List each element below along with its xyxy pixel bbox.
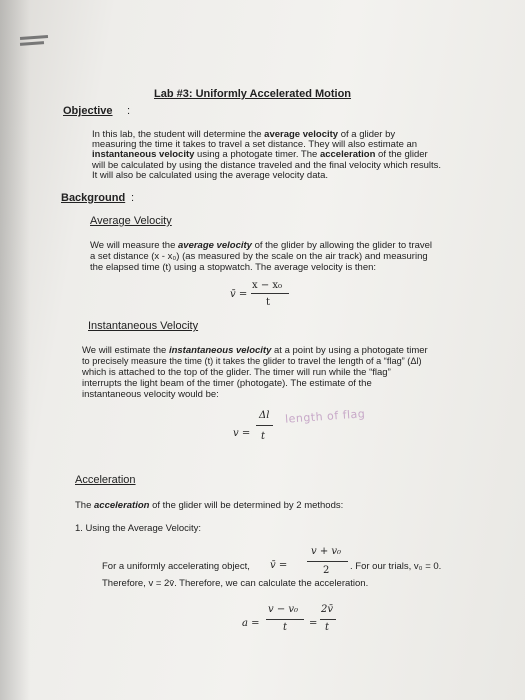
inst-eq-numerator: Δl: [259, 410, 270, 421]
accel-line-1: [75, 500, 343, 512]
accel-item-1-line-1-tail: . For our trials, v₀ = 0.: [350, 561, 442, 572]
inst-line-1: [82, 345, 428, 357]
objective-heading-text: Objective: [63, 105, 113, 117]
text: We will estimate the: [82, 345, 169, 356]
page-shadow: [0, 0, 30, 700]
accel-eq2-denominator-2: t: [325, 622, 330, 633]
inst-line-4: interrupts the light beam of the timer (photogate). The estimate of the: [82, 378, 372, 389]
instantaneous-velocity-heading: Instantaneous Velocity: [88, 320, 199, 332]
inst-eq-lhs: v =: [233, 428, 251, 439]
text: In this lab, the student will determine the: [92, 129, 265, 140]
fraction-bar: [256, 425, 273, 426]
accel-eq1-numerator: v + v₀: [311, 546, 342, 557]
objective-line-5: It will also be calculated using the average velocity data.: [92, 170, 329, 181]
bold-text: acceleration: [319, 149, 376, 160]
text: using a photogate timer. The: [194, 149, 320, 160]
objective-colon: :: [127, 105, 131, 117]
accel-eq1-denominator: 2: [323, 565, 330, 576]
text: of a glider by: [338, 129, 396, 140]
inst-line-3: which is attached to the top of the glider. The timer will run while the “flag”: [82, 367, 391, 378]
text: at a point by using a photogate timer: [271, 345, 428, 356]
avg-eq-lhs: v̄ =: [230, 289, 248, 300]
objective-line-2: measuring the time it takes to travel a set distance. They will also estimate an: [92, 139, 418, 150]
handwritten-annotation: length of flag: [284, 407, 366, 426]
page-title: Lab #3: Uniformly Accelerated Motion: [154, 88, 352, 100]
text: of the glider by allowing the glider to travel: [251, 240, 433, 251]
bold-italic-text: average velocity: [178, 240, 252, 251]
fraction-bar: [266, 619, 304, 620]
avg-eq-numerator: x − x₀: [252, 280, 283, 291]
bold-text: instantaneous velocity: [92, 149, 195, 160]
text: of the glider will be determined by 2 methods:: [149, 500, 344, 511]
fraction-bar: [307, 561, 348, 562]
bold-text: average velocity: [264, 129, 339, 140]
bold-italic-text: acceleration: [94, 500, 150, 511]
acceleration-heading: Acceleration: [75, 474, 136, 486]
accel-eq2-equals: =: [309, 618, 318, 629]
objective-heading: [63, 106, 113, 118]
text: We will measure the: [90, 240, 178, 251]
inst-eq-denominator: t: [261, 431, 266, 442]
accel-eq2-denominator-1: t: [283, 622, 288, 633]
accel-item-1-line-2: Therefore, v = 2v̄. Therefore, we can calculate the acceleration.: [102, 578, 369, 589]
accel-eq2-numerator-2: 2v̄: [321, 604, 334, 615]
fraction-bar: [320, 619, 336, 620]
staple-mark: [20, 35, 48, 40]
objective-line-3: [92, 149, 428, 161]
text: The: [75, 500, 95, 511]
accel-item-1: 1. Using the Average Velocity:: [75, 523, 202, 534]
fraction-bar: [251, 293, 289, 294]
inst-line-5: instantaneous velocity would be:: [82, 389, 219, 400]
avg-line-2: a set distance (x - x₀) (as measured by the scale on the air track) and measuring: [90, 251, 428, 262]
bold-italic-text: instantaneous velocity: [168, 345, 272, 356]
avg-eq-denominator: t: [266, 297, 271, 308]
avg-line-1: [90, 240, 432, 252]
objective-line-4: will be calculated by using the distance traveled and the final velocity which results.: [92, 160, 442, 171]
accel-eq1-lhs: v̄ =: [270, 560, 288, 571]
accel-eq2-numerator-1: v − v₀: [268, 604, 299, 615]
avg-line-3: the elapsed time (t) using a stopwatch. The average velocity is then:: [90, 262, 377, 273]
text: of the glider: [375, 149, 428, 160]
inst-line-2: to precisely measure the time (t) it takes the glider to travel the length of a “flag” (Δl): [82, 356, 422, 366]
background-heading: Background: [61, 192, 126, 204]
average-velocity-heading: Average Velocity: [90, 215, 172, 227]
accel-eq2-lhs: a =: [242, 618, 260, 629]
accel-item-1-line-1: For a uniformly accelerating object,: [102, 561, 250, 572]
background-colon: :: [131, 192, 135, 204]
staple-mark: [20, 41, 44, 46]
